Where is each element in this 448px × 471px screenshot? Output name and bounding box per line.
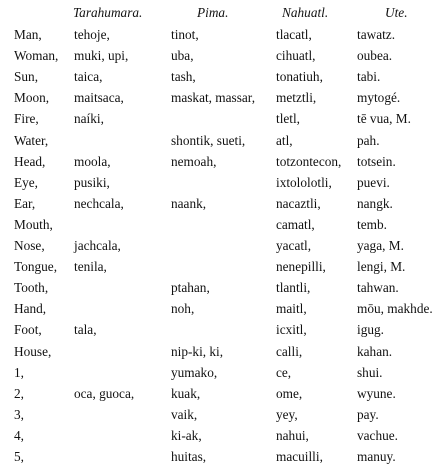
english-word: Hand,	[14, 301, 47, 317]
nahuatl-word: camatl,	[276, 216, 315, 232]
table-row	[0, 193, 448, 214]
pima-word: noh,	[171, 301, 195, 317]
pima-word: yumako,	[171, 364, 218, 380]
tarahumara-word: naíki,	[74, 111, 104, 127]
tarahumara-word: pusiki,	[74, 174, 110, 190]
pima-word: ki-ak,	[171, 427, 202, 443]
ute-word: tabi.	[357, 69, 381, 85]
english-word: 2,	[14, 385, 24, 401]
ute-word: kahan.	[357, 343, 393, 359]
column-header-pima: Pima.	[197, 5, 229, 20]
ute-word: temb.	[357, 216, 387, 232]
ute-word: tē vua, M.	[357, 111, 411, 127]
english-word: Water,	[14, 132, 49, 148]
english-word: 3,	[14, 406, 24, 422]
nahuatl-word: nacaztli,	[276, 195, 321, 211]
pima-word: nip-ki, ki,	[171, 343, 224, 359]
ute-word: mōu, makhde.	[357, 301, 433, 317]
ute-word: totsein.	[357, 153, 396, 169]
table-row	[0, 130, 448, 151]
english-word: 5,	[14, 449, 24, 464]
nahuatl-word: ce,	[276, 364, 292, 380]
nahuatl-word: tlantli,	[276, 280, 311, 296]
nahuatl-word: nahui,	[276, 427, 309, 443]
tarahumara-word: moola,	[74, 153, 111, 169]
nahuatl-word: totzontecon,	[276, 153, 342, 169]
ute-word: tahwan.	[357, 280, 399, 296]
nahuatl-word: nenepilli,	[276, 259, 326, 275]
english-word: Mouth,	[14, 216, 53, 232]
pima-word: tash,	[171, 69, 196, 85]
english-word: Eye,	[14, 174, 38, 190]
english-word: Fire,	[14, 111, 39, 127]
english-word: Moon,	[14, 90, 50, 106]
pima-word: nemoah,	[171, 153, 217, 169]
column-header-nahuatl: Nahuatl.	[282, 5, 329, 20]
table-row	[0, 235, 448, 256]
ute-word: lengi, M.	[357, 259, 406, 275]
pima-word: naank,	[171, 195, 207, 211]
nahuatl-word: atl,	[276, 132, 293, 148]
table-row	[0, 151, 448, 172]
english-word: Sun,	[14, 69, 39, 85]
tarahumara-word: tala,	[74, 322, 97, 338]
table-row	[0, 298, 448, 319]
english-word: Nose,	[14, 238, 45, 253]
table-row	[0, 66, 448, 87]
english-word: Ear,	[14, 195, 36, 211]
english-word: Tooth,	[14, 280, 49, 296]
ute-word: yaga, M.	[357, 238, 404, 253]
table-row	[0, 341, 448, 362]
ute-word: mytogé.	[357, 90, 401, 106]
english-word: House,	[14, 343, 52, 359]
nahuatl-word: yacatl,	[276, 238, 312, 253]
table-row	[0, 24, 448, 45]
pima-word: tinot,	[171, 27, 199, 42]
nahuatl-word: yey,	[276, 406, 298, 422]
english-word: Man,	[14, 27, 42, 42]
ute-word: wyune.	[357, 385, 396, 401]
table-row	[0, 87, 448, 108]
nahuatl-word: tlacatl,	[276, 27, 312, 42]
nahuatl-word: ome,	[276, 385, 303, 401]
tarahumara-word: taica,	[74, 69, 103, 85]
nahuatl-word: cihuatl,	[276, 48, 316, 64]
ute-word: manuy.	[357, 449, 396, 464]
table-row	[0, 319, 448, 340]
ute-word: shui.	[357, 364, 383, 380]
table-row	[0, 214, 448, 235]
pima-word: maskat, massar,	[171, 90, 256, 106]
nahuatl-word: ixtololotli,	[276, 174, 332, 190]
tarahumara-word: tenila,	[74, 259, 107, 275]
nahuatl-word: macuilli,	[276, 449, 323, 464]
ute-word: tawatz.	[357, 27, 396, 42]
tarahumara-word: oca, guoca,	[74, 385, 135, 401]
ute-word: nangk.	[357, 195, 393, 211]
tarahumara-word: maitsaca,	[74, 90, 124, 106]
table-row	[0, 383, 448, 404]
nahuatl-word: calli,	[276, 343, 303, 359]
pima-word: ptahan,	[171, 280, 210, 296]
table-row	[0, 425, 448, 446]
pima-word: huitas,	[171, 449, 207, 464]
english-word: Woman,	[14, 48, 59, 64]
header-row	[0, 2, 448, 23]
english-word: Head,	[14, 153, 46, 169]
table-row	[0, 256, 448, 277]
english-word: 1,	[14, 364, 24, 380]
table-row	[0, 277, 448, 298]
nahuatl-word: tonatiuh,	[276, 69, 323, 85]
pima-word: uba,	[171, 48, 194, 64]
english-word: Foot,	[14, 322, 42, 338]
nahuatl-word: icxitl,	[276, 322, 307, 338]
nahuatl-word: tletl,	[276, 111, 301, 127]
table-row	[0, 108, 448, 129]
tarahumara-word: jachcala,	[74, 238, 121, 253]
table-row	[0, 45, 448, 66]
table-row	[0, 172, 448, 193]
english-word: 4,	[14, 427, 24, 443]
tarahumara-word: nechcala,	[74, 195, 124, 211]
ute-word: igug.	[357, 322, 384, 338]
table-row	[0, 446, 448, 467]
ute-word: pah.	[357, 132, 380, 148]
pima-word: vaik,	[171, 406, 198, 422]
pima-word: kuak,	[171, 385, 201, 401]
tarahumara-word: tehoje,	[74, 27, 110, 42]
tarahumara-word: muki, upi,	[74, 48, 129, 64]
column-header-tarahumara: Tarahumara.	[73, 5, 143, 20]
pima-word: shontik, sueti,	[171, 132, 246, 148]
table-row	[0, 404, 448, 425]
english-word: Tongue,	[14, 259, 58, 275]
ute-word: pay.	[357, 406, 379, 422]
nahuatl-word: maitl,	[276, 301, 307, 317]
ute-word: puevi.	[357, 174, 390, 190]
table-row	[0, 362, 448, 383]
nahuatl-word: metztli,	[276, 90, 317, 106]
ute-word: oubea.	[357, 48, 393, 64]
ute-word: vachue.	[357, 427, 398, 443]
column-header-ute: Ute.	[385, 5, 408, 20]
